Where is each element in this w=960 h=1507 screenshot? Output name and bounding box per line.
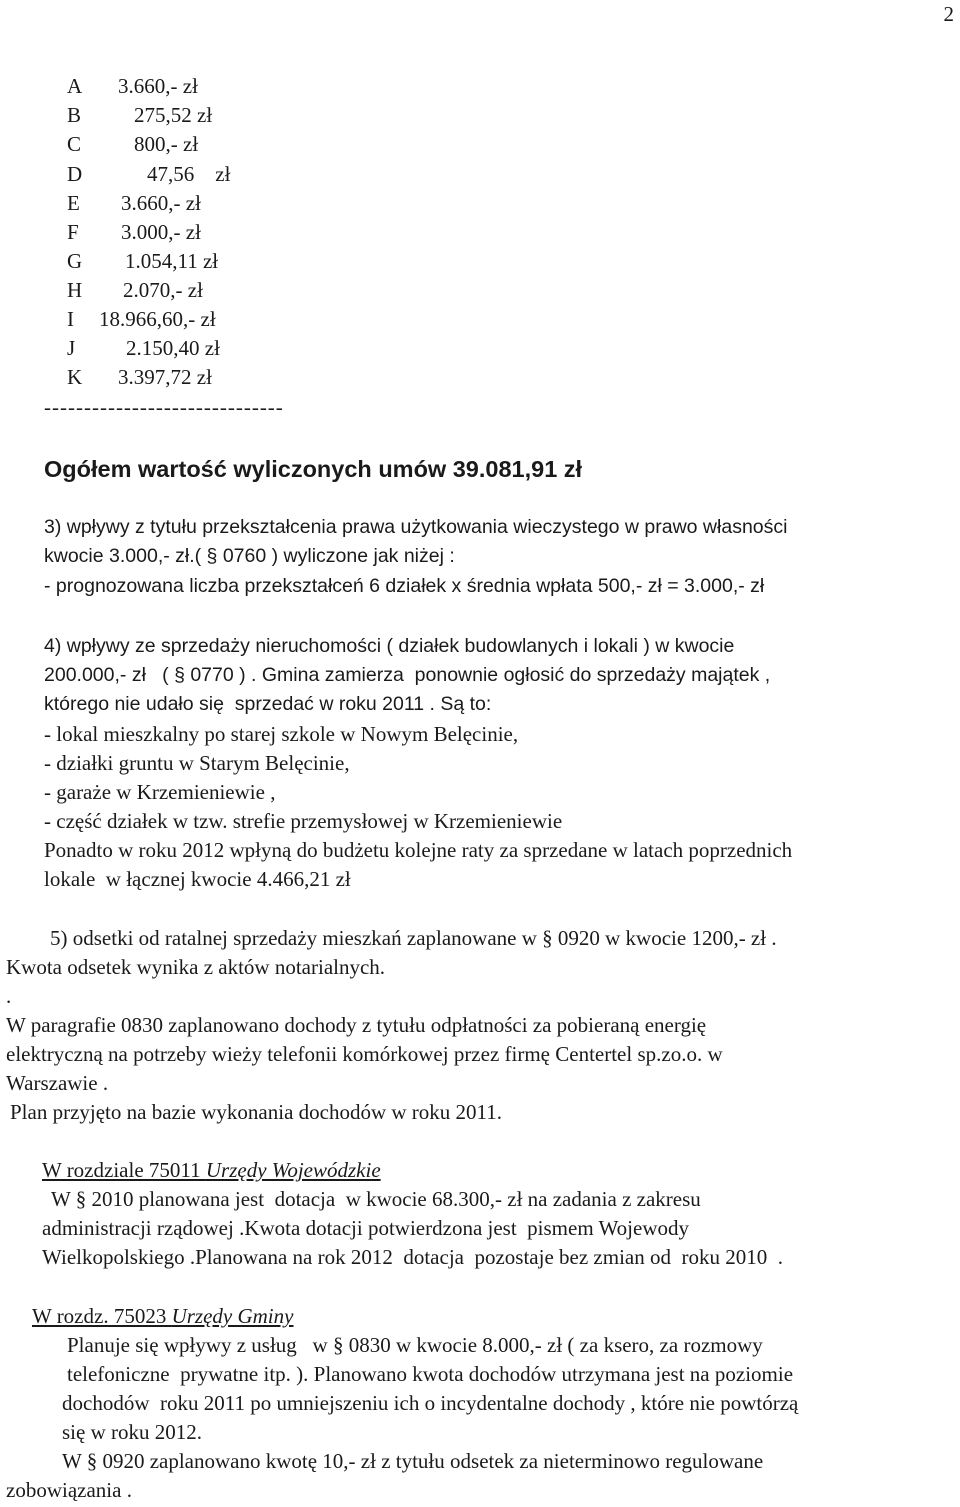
section-4-line: którego nie udało się sprzedać w roku 2011 . Są to: bbox=[44, 693, 492, 715]
row-letter: H bbox=[67, 278, 83, 302]
section-3-line: kwocie 3.000,- zł.( § 0760 ) wyliczone jak niżej : bbox=[44, 545, 455, 567]
heading-italic: Urzędy Wojewódzkie bbox=[205, 1158, 381, 1182]
section-4-line: 200.000,- zł ( § 0770 ) . Gmina zamierza ponownie ogłosić do sprzedaży majątek , bbox=[44, 664, 771, 686]
total-heading: Ogółem wartość wyliczonych umów 39.081,91 zł bbox=[44, 456, 583, 482]
row-amount: 47,56 zł bbox=[147, 162, 231, 186]
row-amount: 18.966,60,- zł bbox=[99, 307, 216, 331]
row-letter: C bbox=[67, 132, 82, 156]
section-75023-heading bbox=[6, 1302, 293, 1331]
heading-prefix: W rozdziale 75011 bbox=[42, 1158, 206, 1182]
section-75011-line: Wielkopolskiego .Planowana na rok 2012 dotacja pozostaje bez zmian od roku 2010 . bbox=[42, 1245, 783, 1269]
section-3-line: - prognozowana liczba przekształceń 6 działek x średnia wpłata 500,- zł = 3.000,- zł bbox=[44, 575, 765, 597]
paragraph-line: W paragrafie 0830 zaplanowano dochody z tytułu odpłatności za pobieraną energię bbox=[6, 1013, 707, 1037]
section-5-line: Kwota odsetek wynika z aktów notarialnych. bbox=[6, 955, 386, 979]
row-amount: 3.660,- zł bbox=[121, 191, 201, 215]
section-75023-line: się w roku 2012. bbox=[62, 1420, 202, 1444]
section-4-line: - garaże w Krzemieniewie , bbox=[44, 780, 276, 804]
section-4-line: 4) wpływy ze sprzedaży nieruchomości ( działek budowlanych i lokali ) w kwocie bbox=[44, 635, 735, 657]
row-letter: B bbox=[67, 103, 82, 127]
section-4-line: Ponadto w roku 2012 wpłyną do budżetu kolejne raty za sprzedane w latach poprzednich bbox=[44, 838, 793, 862]
section-75023-line: dochodów roku 2011 po umniejszeniu ich o incydentalne dochody , które nie powtórzą bbox=[62, 1391, 799, 1415]
row-amount: 2.070,- zł bbox=[123, 278, 203, 302]
row-letter: I bbox=[67, 307, 74, 331]
separator-line: ------------------------------ bbox=[44, 395, 284, 419]
section-75023-line: W § 0920 zaplanowano kwotę 10,- zł z tytułu odsetek za nieterminowo regulowane bbox=[62, 1449, 764, 1473]
row-letter: F bbox=[67, 220, 79, 244]
section-4-line: - część działek w tzw. strefie przemysłowej w Krzemieniewie bbox=[44, 809, 563, 833]
section-75023-line: Planuje się wpływy z usług w § 0830 w kwocie 8.000,- zł ( za ksero, za rozmowy bbox=[67, 1333, 763, 1357]
paragraph-line: Warszawie . bbox=[6, 1071, 109, 1095]
section-4-line: - działki gruntu w Starym Belęcinie, bbox=[44, 751, 350, 775]
section-3-line: 3) wpływy z tytułu przekształcenia prawa użytkowania wieczystego w prawo własności bbox=[44, 516, 788, 538]
row-letter: G bbox=[67, 249, 83, 273]
row-letter: D bbox=[67, 162, 83, 186]
row-letter: J bbox=[67, 336, 76, 360]
row-letter: E bbox=[67, 191, 80, 215]
section-4-line: lokale w łącznej kwocie 4.466,21 zł bbox=[44, 867, 351, 891]
section-75023-line: telefoniczne prywatne itp. ). Planowano kwota dochodów utrzymana jest na poziomie bbox=[67, 1362, 794, 1386]
row-amount: 800,- zł bbox=[134, 132, 199, 156]
row-amount: 3.000,- zł bbox=[121, 220, 201, 244]
row-amount: 1.054,11 zł bbox=[125, 249, 219, 273]
row-amount: 3.660,- zł bbox=[118, 74, 198, 98]
section-75011-line: W § 2010 planowana jest dotacja w kwocie 68.300,- zł na zadania z zakresu bbox=[51, 1187, 701, 1211]
row-letter: K bbox=[67, 365, 83, 389]
row-amount: 2.150,40 zł bbox=[126, 336, 220, 360]
heading-italic: Urzędy Gminy bbox=[171, 1304, 294, 1328]
row-amount: 3.397,72 zł bbox=[118, 365, 212, 389]
section-5-line: 5) odsetki od ratalnej sprzedaży mieszkań zaplanowane w § 0920 w kwocie 1200,- zł . bbox=[50, 926, 777, 950]
section-75023-line: zobowiązania . bbox=[6, 1478, 132, 1502]
section-4-line: - lokal mieszkalny po starej szkole w Nowym Belęcinie, bbox=[44, 722, 519, 746]
section-75011-heading bbox=[42, 1156, 381, 1185]
section-75011-line: administracji rządowej .Kwota dotacji potwierdzona jest pismem Wojewody bbox=[42, 1216, 690, 1240]
heading-prefix: W rozdz. 75023 bbox=[32, 1304, 172, 1328]
paragraph-line: elektryczną na potrzeby wieży telefonii komórkowej przez firmę Centertel sp.zo.o. w bbox=[6, 1042, 723, 1066]
paragraph-line: Plan przyjęto na bazie wykonania dochodów w roku 2011. bbox=[10, 1100, 503, 1124]
page-number: 2 bbox=[943, 2, 954, 26]
row-amount: 275,52 zł bbox=[134, 103, 213, 127]
section-5-dot: . bbox=[6, 984, 12, 1008]
row-letter: A bbox=[67, 74, 83, 98]
